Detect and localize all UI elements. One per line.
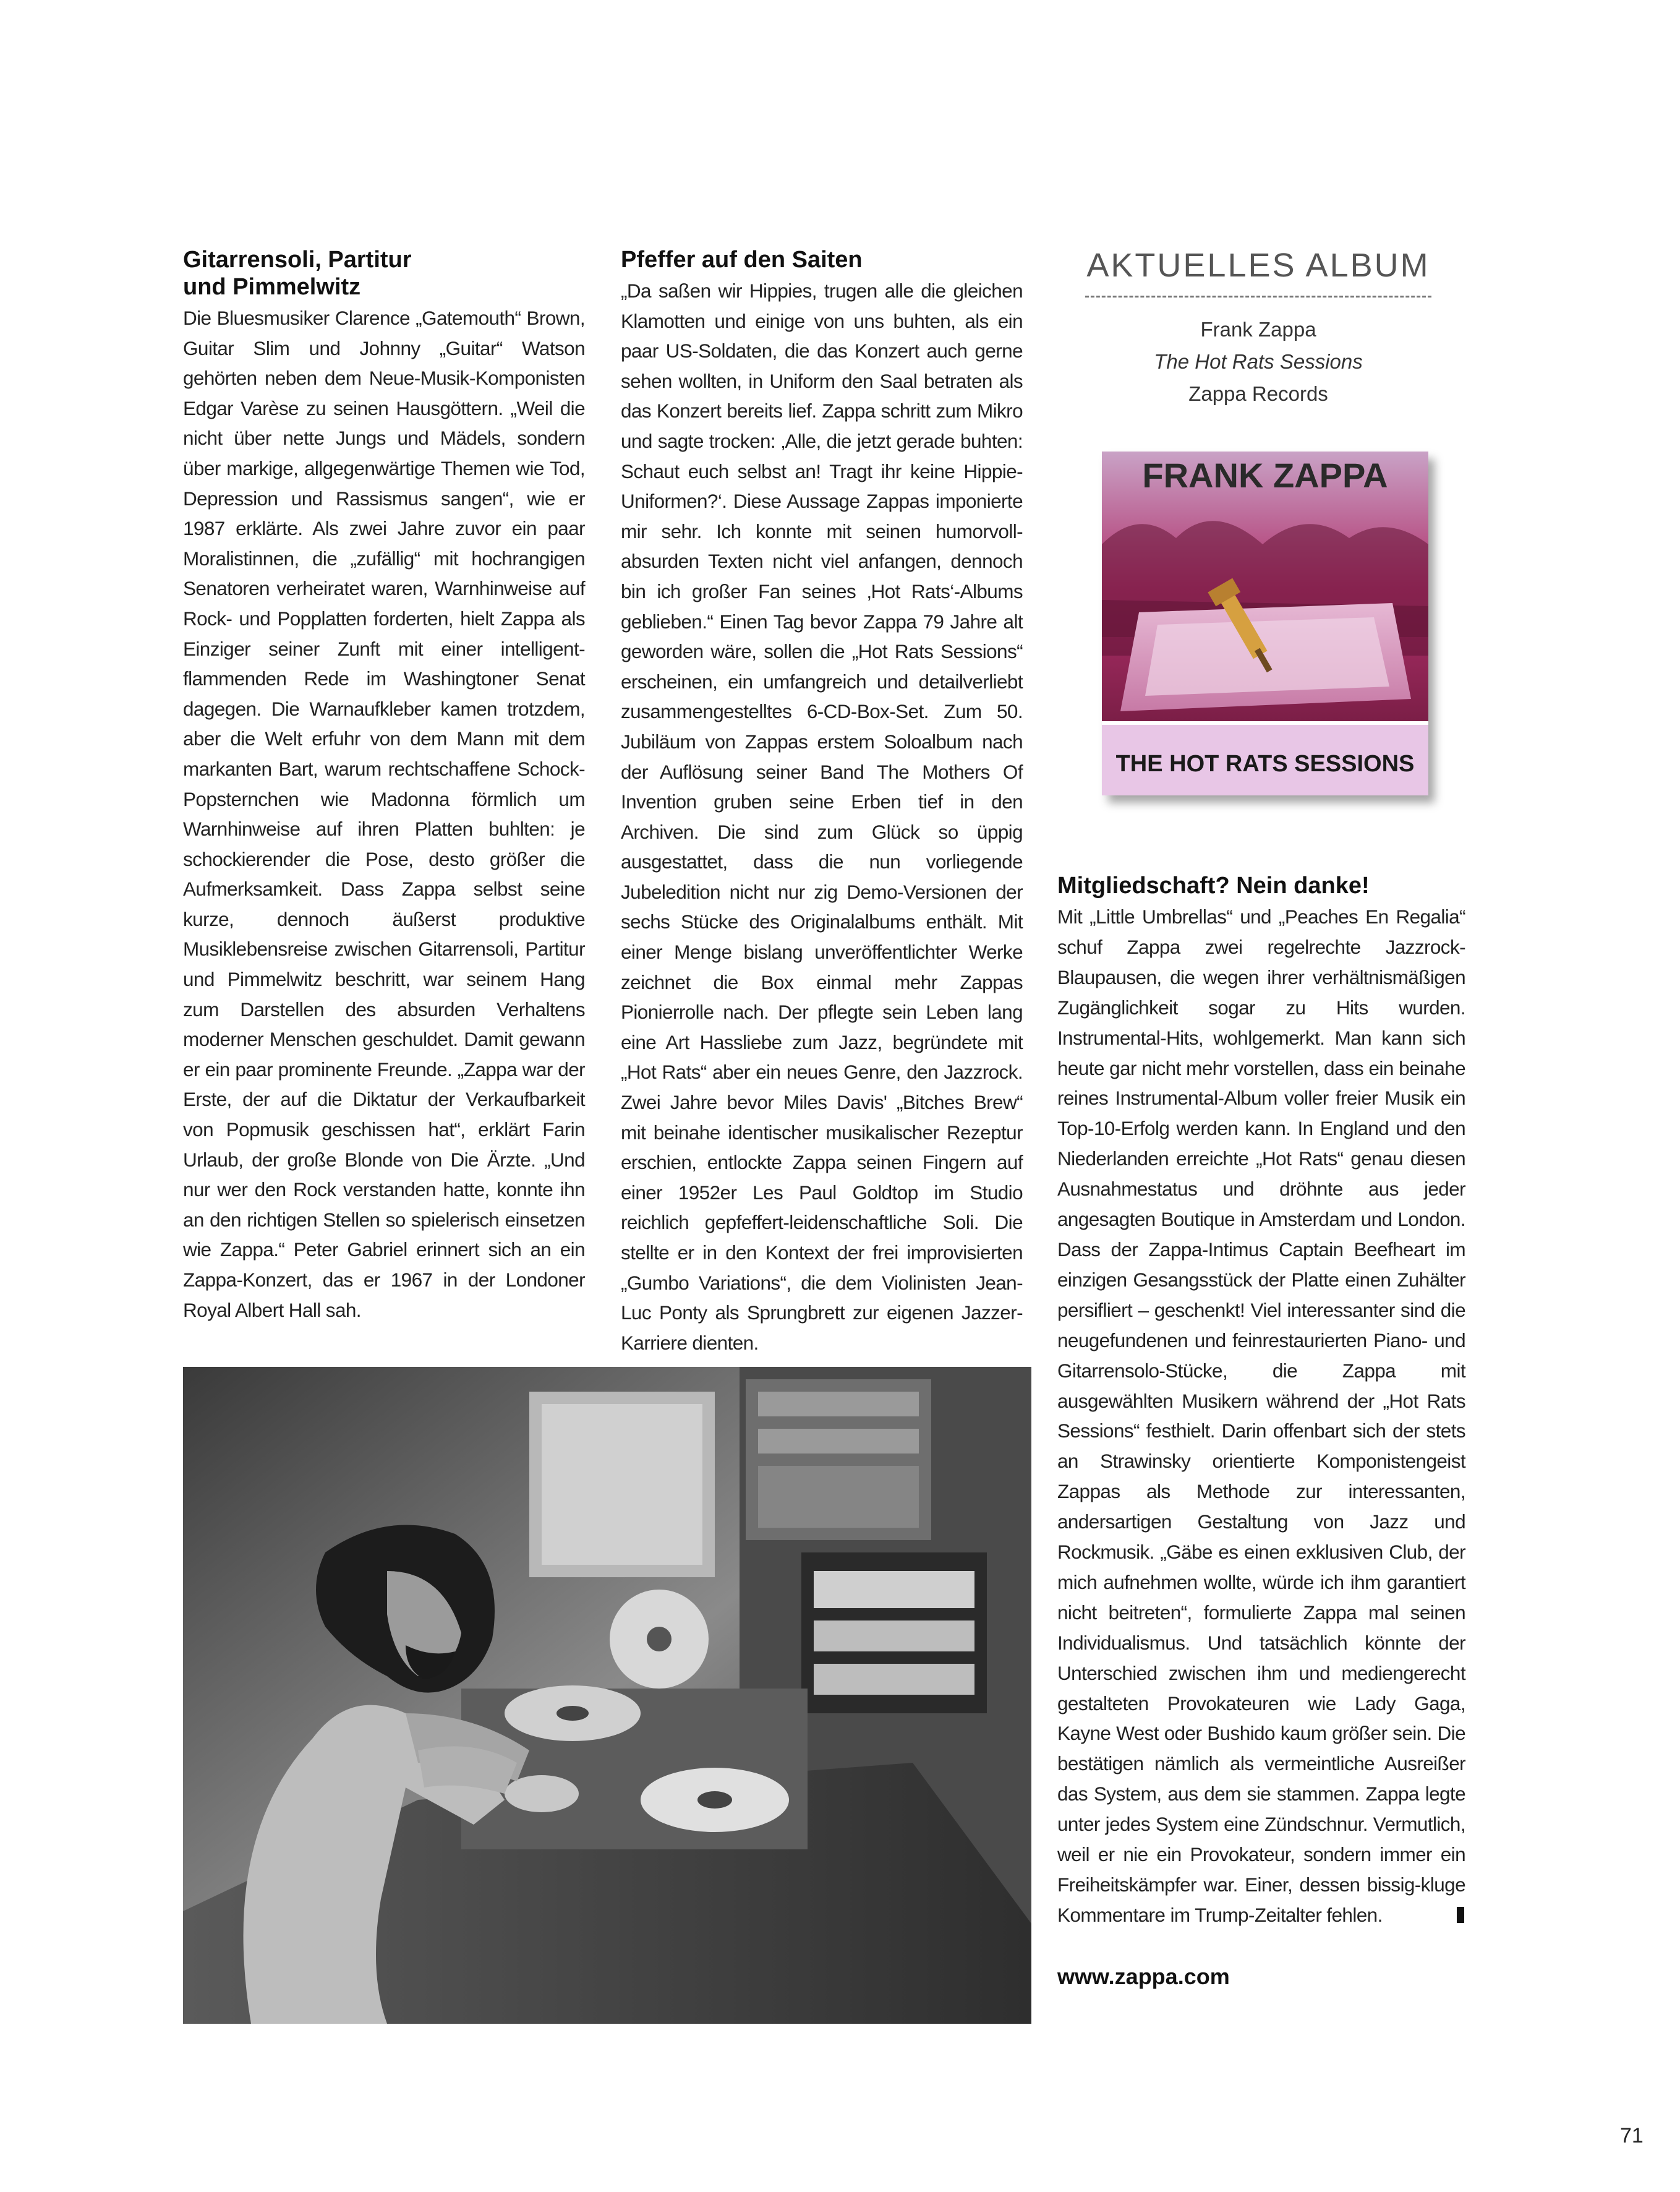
article-column-2 [621, 246, 1023, 1358]
studio-photo-art [183, 1367, 1031, 2024]
column-1-body: Die Bluesmusiker Clarence „Gatemouth“ Brown, Guitar Slim und Johnny „Guitar“ Watson gehörten neben dem Neue-Musik-Komponisten Edgar Varèse zu seinen Hausgöttern. „Weil die nicht über nette Jungs und Mädels, sondern über markige, allgegenwärtige Themen wie Tod, Depression und Rassismus sangen“, wie er 1987 erklärte. Als zwei Jahre zuvor ein paar Moralistinnen, die „zufällig“ mit hochrangigen Senatoren verheiratet waren, Warnhinweise auf Rock- und Popplatten forderten, hielt Zappa als Einziger seiner Zunft mit einer intelligent-flammenden Rede im Washingtoner Senat dagegen. Die Warnaufkleber kamen trotzdem, aber die Welt erfuhr von dem Mann mit dem markanten Bart, warum rechtschaffene Schock-Popsternchen wie Madonna förmlich um Warnhinweise auf ihren Platten buhlten: je schockierender die Pose, desto größer die Aufmerksamkeit. Dass Zappa selbst seine kurze, dennoch äußerst produktive Musiklebensreise zwischen Gitarrensoli, Partitur und Pimmelwitz beschritt, war seinem Hang zum Darstellen des absurden Verhaltens moderner Menschen geschuldet. Damit gewann er ein paar prominente Freunde. „Zappa war der Erste, der auf die Diktatur der Verkaufbarkeit von Popmusik geschissen hat“, erklärt Farin Urlaub, der große Blonde von Die Ärzte. „Und nur wer den Rock verstanden hatte, konnte ihn an den richtigen Stellen so spielerisch einsetzen wie Zappa.“ Peter Gabriel erinnert sich an ein Zappa-Konzert, das er 1967 in der Londoner Royal Albert Hall sah. [183, 307, 585, 1321]
heading-line-2: und Pimmelwitz [183, 274, 361, 300]
section-heading-pfeffer: Pfeffer auf den Saiten [621, 247, 863, 273]
album-label: Zappa Records [1188, 382, 1328, 405]
heading-line-1: Gitarrensoli, Partitur [183, 247, 412, 273]
column-2-body: „Da saßen wir Hippies, trugen alle die gleichen Klamotten und einige von uns buhten, als ein paar US-Soldaten, die das Konzert auch gerne sehen wollten, in Uniform den Saal betraten als das Konzert bereits lief. Zappa schritt zum Mikro und sagte trocken: ‚Alle, die jetzt gerade buhten: Schaut euch selbst an! Tragt ihr keine Hippie-Uniformen?‘. Diese Aussage Zappas imponierte mir sehr. Ich konnte mit seinen humorvoll-absurden Texten nicht viel anfangen, dennoch bin ich großer Fan seines ‚Hot Rats‘-Albums geblieben.“ Einen Tag bevor Zappa 79 Jahre alt geworden wäre, sollen die „Hot Rats Sessions“ erscheinen, ein umfangreich und detailverliebt zusammengestelltes 6-CD-Box-Set. Zum 50. Jubiläum von Zappas erstem Soloalbum nach der Auflösung seiner Band The Mothers Of Invention gruben seine Erben tief in den Archiven. Die sind zum Glück so üppig ausgestattet, dass die nun vorliegende Jubeledition nicht nur zig Demo-Versionen der sechs Stücke des Originalalbums enthält. Mit einer Menge bislang unveröffentlichter Werke zeichnet die Box einmal mehr Zappas Pionierrolle nach. Der pflegte sein Leben lang eine Art Hassliebe zum Jazz, begründete mit „Hot Rats“ aber ein neues Genre, den Jazzrock. Zwei Jahre bevor Miles Davis' „Bitches Brew“ mit beinahe identischer musikalischer Rezeptur erschien, entlockte Zappa seinen Fingern auf einer 1952er Les Paul Goldtop im Studio reichlich gepfeffert-leidenschaftliche Soli. Die stellte er in den Kontext der frei improvisierten „Gumbo Variations“, die dem Violinisten Jean-Luc Ponty als Sprungbrett zur eigenen Jazzer-Karriere dienten. [621, 280, 1023, 1354]
website-link[interactable]: www.zappa.com [1057, 1963, 1230, 1989]
album-cover-art [1102, 452, 1428, 795]
section-heading-mitgliedschaft: Mitgliedschaft? Nein danke! [1057, 873, 1370, 899]
end-mark [1457, 1907, 1464, 1923]
section-heading-gitarrensoli [183, 246, 585, 301]
album-box-title: AKTUELLES ALBUM [1086, 247, 1430, 284]
dashed-divider [1085, 296, 1431, 298]
cover-title-text: THE HOT RATS SESSIONS [1115, 751, 1415, 777]
album-box [1082, 246, 1435, 410]
album-record-title: The Hot Rats Sessions [1154, 350, 1363, 373]
article-column-1 [183, 246, 585, 1325]
article-column-3 [1057, 872, 1465, 1990]
cover-artist-text: FRANK ZAPPA [1142, 456, 1388, 495]
column-3-body-text: Mit „Little Umbrellas“ und „Peaches En Regalia“ schuf Zappa zwei regelrechte Jazzrock-Blaupausen, die wegen ihrer verhältnismäßigen Zugänglichkeit sogar zu Hits wurden. Instrumental-Hits, wohlgemerkt. Man kann sich heute gar nicht mehr vorstellen, dass ein beinahe reines Instrumental-Album voller freier Musik ein Top-10-Erfolg werden kann. In England und den Niederlanden erreichte „Hot Rats“ genau diesen Ausnahmestatus und dröhnte aus jeder angesagten Boutique in Amsterdam und London. Dass der Zappa-Intimus Captain Beefheart im einzigen Gesangsstück der Platte einen Zuhälter persifliert – geschenkt! Viel interessanter sind die neugefundenen und feinrestaurierten Piano- und Gitarrensolo-Stücke, die Zappa mit ausgewählten Musikern während der „Hot Rats Sessions“ festhielt. Darin offenbart sich der stets an Strawinsky orientierte Komponistengeist Zappas als Methode zur interessanten, andersartigen Gestaltung von Jazz und Rockmusik. „Gäbe es einen exklusiven Club, der mich aufnehmen wollte, würde ich ihm garantiert nicht beitreten“, formulierte Zappa mal seinen Individualismus. Und tatsächlich könnte der Unterschied zwischen ihm und mediengerecht gestalteten Provokateuren wie Lady Gaga, Kayne West oder Bushido kaum größer sein. Die bestätigen nämlich als vermeintliche Ausreißer das System, aus dem sie stammen. Zappa legte unter jedes System eine Zündschnur. Vermutlich, weil er nie ein Provokateur, sondern immer ein Freiheitskämpfer war. Einer, dessen bissig-kluge Kommentare im Trump-Zeitalter fehlen. [1057, 905, 1465, 1926]
column-3-body [1057, 902, 1465, 1930]
page-number: 71 [1620, 2124, 1644, 2147]
album-cover-image [1102, 452, 1428, 795]
studio-photo [183, 1367, 1031, 2024]
album-artist: Frank Zappa [1200, 318, 1316, 341]
